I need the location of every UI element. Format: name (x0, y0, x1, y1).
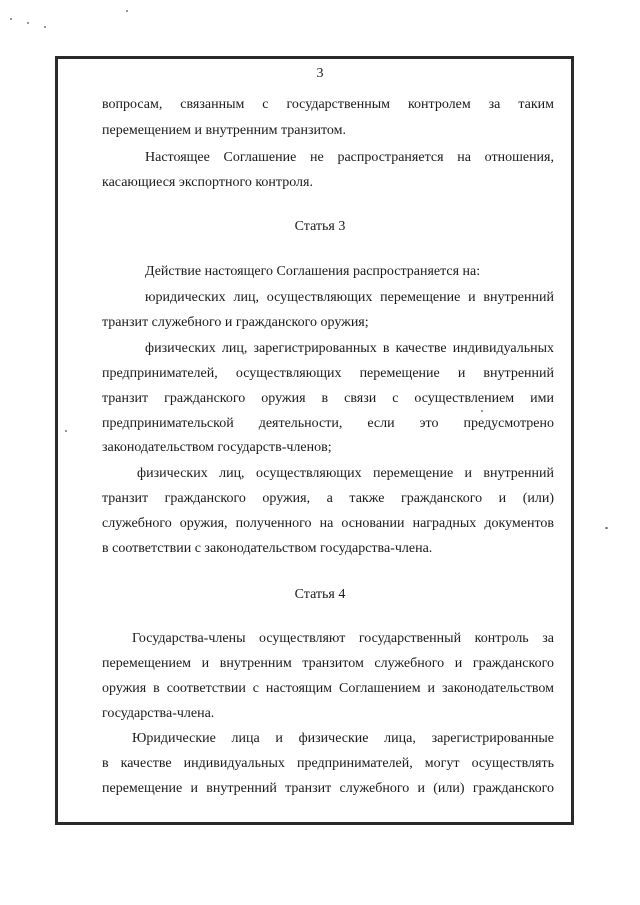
body-line: перемещением и внутренним транзитом служебного и гражданского (102, 656, 554, 671)
body-line: предпринимательской деятельности, если это предусмотрено (102, 416, 554, 431)
body-line: юридических лиц, осуществляющих перемещение и внутренний (145, 290, 554, 305)
article-4-heading: Статья 4 (294, 587, 346, 602)
body-line: в качестве индивидуальных предпринимателей, могут осуществлять (102, 756, 554, 771)
body-line: транзит гражданского оружия в связи с осуществлением ими (102, 391, 554, 406)
body-line: оружия в соответствии с настоящим Соглашением и законодательством (102, 681, 554, 696)
body-line: перемещение и внутренний транзит служебного и (или) гражданского (102, 781, 554, 796)
page-number: 3 (316, 66, 324, 81)
body-line: Юридические лица и физические лица, зарегистрированные (132, 731, 554, 746)
body-line: транзит служебного и гражданского оружия; (102, 315, 369, 330)
body-line: перемещением и внутренним транзитом. (102, 123, 347, 138)
scan-speck (605, 527, 608, 529)
body-line: Настоящее Соглашение не распространяется на отношения, (145, 150, 554, 165)
scan-speck (27, 22, 29, 24)
body-line: транзит гражданского оружия, а также гражданского и (или) (102, 491, 554, 506)
scan-speck (44, 26, 46, 28)
body-line: Действие настоящего Соглашения распространяется на: (145, 264, 481, 279)
body-line: законодательством государств-членов; (102, 440, 332, 455)
body-line: касающиеся экспортного контроля. (102, 175, 313, 190)
body-line: физических лиц, осуществляющих перемещение и внутренний (137, 466, 554, 481)
scan-speck (126, 10, 128, 12)
body-line: в соответствии с законодательством государства-члена. (102, 541, 433, 556)
body-line: служебного оружия, полученного на основании наградных документов (102, 516, 554, 531)
body-line: физических лиц, зарегистрированных в качестве индивидуальных (145, 341, 554, 356)
article-3-heading: Статья 3 (294, 219, 346, 234)
body-line: Государства-члены осуществляют государственный контроль за (132, 631, 554, 646)
body-line: вопросам, связанным с государственным контролем за таким (102, 97, 554, 112)
body-line: предпринимателей, осуществляющих перемещение и внутренний (102, 366, 554, 381)
scan-speck (10, 18, 12, 20)
body-line: государства-члена. (102, 706, 215, 721)
